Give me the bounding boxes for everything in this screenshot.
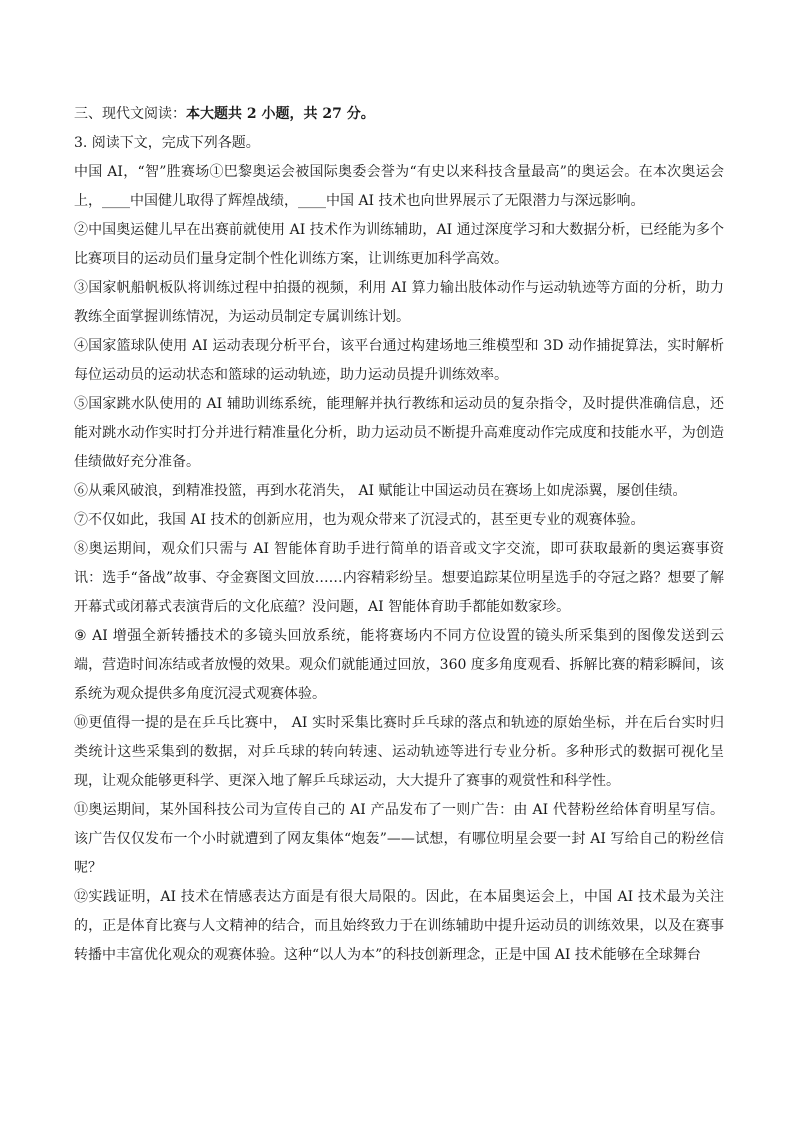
paragraph-10: ⑩更值得一提的是在乒乓比赛中， AI 实时采集比赛时乒乓球的落点和轨迹的原始坐标，并在后台实时归类统计这些采集到的数据，对乒乓球的转向转速、运动轨迹等进行专业分析。多种形式的数据可视化呈现，让观众能够更科学、更深入地了解乒乓球运动，大大提升了赛事的观赏性和科学性。 — [74, 715, 724, 789]
paragraph-7: ⑦不仅如此，我国 AI 技术的创新应用，也为观众带来了沉浸式的，甚至更专业的观赛体验。 — [74, 512, 645, 528]
paragraph-8: ⑧奥运期间，观众们只需与 AI 智能体育助手进行简单的语音或文字交流，即可获取最新的奥运赛事资讯：选手“备战”故事、夺金赛图文回放……内容精彩纷呈。想要追踪某位明星选手的夺冠之路？想要了解开幕式或闭幕式表演背后的文化底蕴？没问题，AI 智能体育助手都能如数家珍。 — [74, 541, 724, 615]
paragraph-11: ⑪奥运期间，某外国科技公司为宣传自己的 AI 产品发布了一则广告：由 AI 代替粉丝给体育明星写信。该广告仅仅发布一个小时就遭到了网友集体“炮轰”——试想，有哪位明星会要一封 AI 写给自己的粉丝信呢？ — [74, 802, 724, 876]
paragraph-5: ⑤国家跳水队使用的 AI 辅助训练系统，能理解并执行教练和运动员的复杂指令，及时提供准确信息，还能对跳水动作实时打分并进行精准量化分析，助力运动员不断提升高难度动作完成度和技能水平，为创造佳绩做好充分准备。 — [74, 396, 724, 470]
paragraph-2: ②中国奥运健儿早在出赛前就使用 AI 技术作为训练辅助，AI 通过深度学习和大数据分析，已经能为多个比赛项目的运动员们量身定制个性化训练方案，让训练更加科学高效。 — [74, 222, 724, 267]
section-heading — [74, 100, 724, 129]
document-page — [74, 100, 724, 970]
section-heading-title: 本大题共 2 小题，共 27 分。 — [186, 106, 375, 122]
paragraph-6: ⑥从乘风破浪，到精准投篮，再到水花消失， AI 赋能让中国运动员在赛场上如虎添翼，屡创佳绩。 — [74, 483, 687, 499]
paragraph-4: ④国家篮球队使用 AI 运动表现分析平台，该平台通过构建场地三维模型和 3D 动作捕捉算法，实时解析每位运动员的运动状态和篮球的运动轨迹，助力运动员提升训练效率。 — [74, 338, 724, 383]
section-heading-prefix: 三、现代文阅读： — [74, 106, 186, 122]
paragraph-12: ⑫实践证明，AI 技术在情感表达方面是有很大局限的。因此，在本届奥运会上，中国 AI 技术最为关注的，正是体育比赛与人文精神的结合，而且始终致力于在训练辅助中提升运动员的训练效果，以及在赛事转播中丰富优化观众的观赛体验。这种“以人为本”的科技创新理念，正是中国 AI 技术能够在全球舞台 — [74, 889, 724, 963]
question-instruction: 3. 阅读下文，完成下列各题。 — [74, 135, 260, 151]
paragraph-3: ③国家帆船帆板队将训练过程中拍摄的视频，利用 AI 算力输出肢体动作与运动轨迹等方面的分析，助力教练全面掌握训练情况，为运动员制定专属训练计划。 — [74, 280, 724, 325]
paragraph-1: 中国 AI，“智”胜赛场①巴黎奥运会被国际奥委会誉为“有史以来科技含量最高”的奥运会。在本次奥运会上，____中国健儿取得了辉煌战绩，____中国 AI 技术也向世界展示了无限潜力与深远影响。 — [74, 164, 724, 209]
paragraph-9: ⑨ AI 增强全新转播技术的多镜头回放系统，能将赛场内不同方位设置的镜头所采集到的图像发送到云端，营造时间冻结或者放慢的效果。观众们就能通过回放，360 度多角度观看、拆解比赛的精彩瞬间，该系统为观众提供多角度沉浸式观赛体验。 — [74, 628, 724, 702]
